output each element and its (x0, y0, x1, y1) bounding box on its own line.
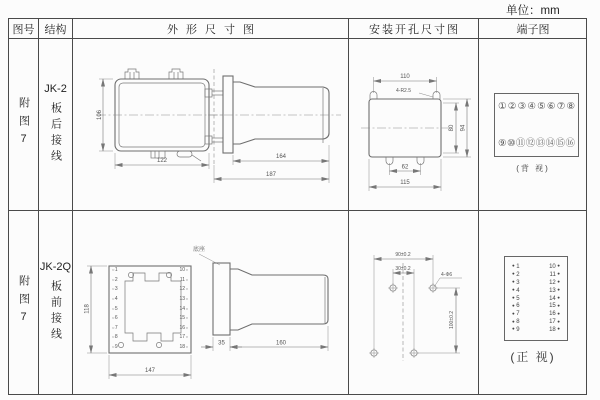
terminal-row-bottom (498, 139, 575, 149)
row2-wiring: 板前接线 (49, 280, 62, 344)
row2-structure-cell (39, 211, 73, 394)
header-mounting (349, 19, 479, 39)
jk2-cutout-drawing (349, 39, 479, 211)
header-terminal-label: 端子图 (516, 23, 550, 36)
plate-terminals-left (112, 268, 126, 350)
row1-wiring: 板后接线 (49, 102, 62, 166)
terminal-number: ⑫ (525, 137, 536, 149)
plate-terminal-number: ○ 1 (112, 268, 126, 273)
jk2-terminal-box (494, 93, 579, 157)
plate-terminal-number: 13 ○ (171, 297, 188, 302)
terminal-number: ⑮ (555, 137, 566, 149)
row1-terminal-cell (479, 39, 587, 211)
header-outline (73, 19, 349, 39)
row2-model: JK-2Q (39, 261, 72, 273)
terminal-number: ⑧ (566, 101, 575, 112)
terminal-number: ② (507, 101, 517, 112)
dim-span-height: 100±0.2 (449, 310, 455, 330)
dim-front-height: 106 (97, 109, 103, 121)
plate-terminal-number: ○ 6 (112, 316, 126, 321)
unit-label: 单位：mm (506, 5, 560, 17)
plate-terminal-number: 11 ○ (171, 278, 188, 283)
row1-fig-no: 附图7 (17, 97, 30, 152)
base-label: 底座 (193, 247, 206, 253)
jk2-outline-drawing (73, 39, 349, 211)
row2-terminal-cell (479, 211, 587, 394)
terminal-col-left (512, 264, 520, 333)
hole-diameter-label: 4-Φ6 (441, 272, 453, 278)
jk2-front-view (97, 69, 225, 169)
dim-outer-width: 115 (400, 180, 410, 186)
dim-span-width: 90±0.2 (395, 252, 411, 258)
jk2-panel-cutout (361, 74, 471, 191)
terminal-number: ⑭ (545, 137, 556, 149)
dim-outer-height: 94 (460, 124, 467, 132)
terminal-number: 11 ● (549, 272, 560, 278)
front-view-label: (正 视) (510, 350, 556, 364)
jk2q-terminal-box (504, 256, 568, 341)
plate-terminal-number: 15 ○ (171, 316, 188, 321)
jk2-side-view (205, 69, 341, 183)
terminal-number: ⑦ (556, 101, 566, 112)
header-mounting-label: 安装开孔尺寸图 (369, 23, 460, 36)
terminal-number: ● 2 (512, 272, 520, 278)
plate-terminal-number: ○ 8 (112, 335, 126, 340)
jk2q-side-view (193, 245, 328, 351)
plate-terminal-number: ○ 9 (112, 345, 126, 350)
dim-plate-height: 118 (84, 304, 91, 314)
terminal-number: 14 ● (549, 296, 560, 302)
terminal-number: ① (498, 101, 507, 112)
row2-mounting-cell (349, 211, 479, 394)
terminal-number: 15 ● (549, 303, 560, 309)
spec-table (8, 18, 587, 395)
row1-structure-cell (39, 39, 73, 211)
plate-terminal-number: ○ 5 (112, 307, 126, 312)
dim-top-width: 110 (400, 74, 410, 80)
terminal-col-right (549, 264, 560, 333)
header-structure-label: 结构 (44, 23, 67, 36)
terminal-number: ● 1 (512, 264, 520, 270)
dim-inner-width: 62 (401, 164, 409, 171)
header-fig-no (9, 19, 39, 39)
slot-radius-label: 4-R2.5 (396, 88, 412, 94)
plate-terminal-number: ○ 4 (112, 297, 126, 302)
header-structure (39, 19, 73, 39)
rear-view-label: (背 视) (516, 164, 550, 173)
terminal-number: ● 6 (512, 303, 520, 309)
row1-mounting-cell (349, 39, 479, 211)
terminal-number: ● 3 (512, 280, 520, 286)
dim-inner-height: 80 (449, 124, 455, 132)
row1-fig-no-cell (9, 39, 39, 211)
jk2q-drill-drawing (349, 211, 479, 394)
plate-terminals-right (171, 268, 188, 350)
terminal-number: ⑪ (515, 137, 526, 149)
jk2q-drill-holes (369, 252, 462, 361)
plate-terminal-number: 12 ○ (171, 287, 188, 292)
terminal-number: ⑤ (537, 101, 546, 112)
terminal-number: ⑬ (535, 137, 546, 149)
terminal-number: ④ (527, 101, 536, 112)
dim-front-width: 122 (156, 158, 168, 164)
plate-terminal-number: ○ 7 (112, 326, 126, 331)
plate-terminal-number: ○ 2 (112, 278, 126, 283)
terminal-number: 12 ● (549, 280, 560, 286)
dim-offset-width: 30±0.2 (395, 266, 411, 272)
plate-terminal-number: 10 ○ (171, 268, 188, 273)
terminal-number: 13 ● (549, 288, 560, 294)
plate-terminal-number: 18 ○ (171, 345, 188, 350)
terminal-number: ⑨ (498, 137, 507, 149)
terminal-number: 10 ● (549, 264, 560, 270)
terminal-number: ● 7 (512, 311, 520, 317)
dim-flange-depth: 35 (218, 340, 225, 347)
row2-fig-no: 附图7 (17, 275, 30, 330)
dim-depth-total: 187 (265, 172, 277, 178)
row1-model: JK-2 (44, 83, 67, 95)
row2-outline-cell (73, 211, 349, 394)
terminal-number: ③ (517, 101, 527, 112)
dim-plate-width: 147 (144, 368, 156, 374)
terminal-number: ⑩ (506, 137, 516, 149)
plate-terminal-number: ○ 3 (112, 287, 126, 292)
terminal-number: ● 8 (512, 319, 520, 325)
dim-body-depth: 160 (275, 340, 287, 347)
terminal-number: 17 ● (549, 319, 560, 325)
plate-terminal-number: 17 ○ (171, 335, 188, 340)
plate-terminal-number: 16 ○ (171, 326, 188, 331)
terminal-number: ● 4 (512, 288, 520, 294)
row1-outline-cell (73, 39, 349, 211)
terminal-number: 16 ● (549, 311, 560, 317)
terminal-number: ● 9 (512, 327, 520, 333)
plate-terminal-number: 14 ○ (171, 307, 188, 312)
terminal-number: 18 ● (549, 327, 560, 333)
header-terminal (479, 19, 587, 39)
terminal-number: ● 5 (512, 296, 520, 302)
terminal-row-top (498, 102, 575, 112)
terminal-number: ⑥ (546, 101, 556, 112)
terminal-number: ⑯ (565, 137, 575, 149)
header-fig-no-label: 图号 (12, 23, 35, 36)
header-outline-label: 外形尺寸图 (167, 23, 262, 36)
row2-fig-no-cell (9, 211, 39, 394)
dim-depth-body: 164 (275, 154, 287, 160)
